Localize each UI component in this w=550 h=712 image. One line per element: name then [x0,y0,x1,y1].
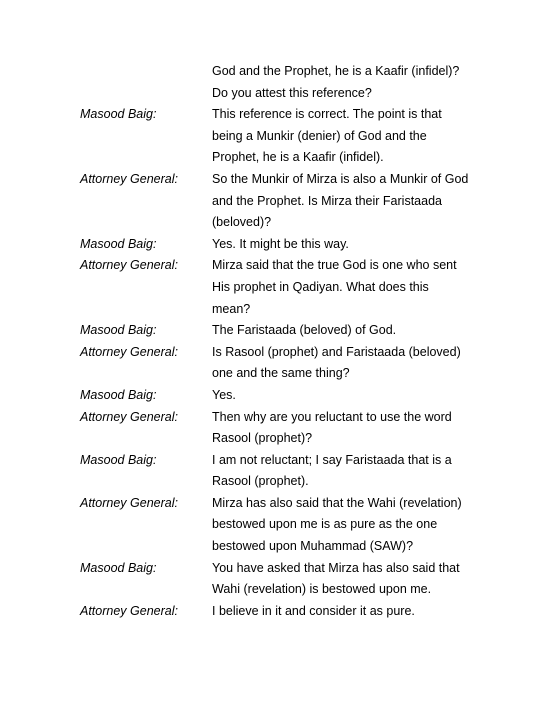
speaker-label: Masood Baig: [80,107,157,122]
utterance-line: Yes. [212,387,236,402]
utterance-line: I am not reluctant; I say Faristaada that is a [212,452,452,467]
utterance-line: and the Prophet. Is Mirza their Faristaada [212,193,442,208]
utterance-line: I believe in it and consider it as pure. [212,603,415,618]
speaker-label: Attorney General: [80,344,178,359]
transcript [80,61,480,622]
utterance [212,255,480,320]
utterance [212,342,480,385]
utterance-line: This reference is correct. The point is that [212,107,442,122]
utterance-line: Rasool (prophet). [212,474,309,489]
transcript-entry [80,169,480,234]
transcript-entry [80,342,480,385]
speaker-label: Attorney General: [80,495,178,510]
utterance-line: Mirza said that the true God is one who sent [212,258,457,273]
transcript-entry [80,104,480,169]
utterance-line: one and the same thing? [212,366,350,381]
utterance [212,601,480,623]
utterance [212,407,480,450]
utterance [212,61,480,104]
speaker-label: Attorney General: [80,409,178,424]
utterance-line: Then why are you reluctant to use the word [212,409,452,424]
transcript-entry [80,601,480,623]
utterance-line: God and the Prophet, he is a Kaafir (infidel)? [212,64,460,78]
utterance [212,493,480,558]
utterance [212,169,480,234]
utterance-line: The Faristaada (beloved) of God. [212,323,397,338]
transcript-entry [80,493,480,558]
utterance [212,558,480,601]
utterance-line: bestowed upon me is as pure as the one [212,517,438,532]
utterance-line: Is Rasool (prophet) and Faristaada (beloved) [212,344,461,359]
speaker-label: Masood Baig: [80,323,157,338]
utterance-line: Prophet, he is a Kaafir (infidel). [212,150,384,165]
utterance-line: His prophet in Qadiyan. What does this [212,279,429,294]
utterance-line: Yes. It might be this way. [212,236,349,251]
utterance [212,234,480,256]
speaker-label: Masood Baig: [80,236,157,251]
transcript-entry [80,320,480,342]
utterance-line: You have asked that Mirza has also said that [212,560,460,575]
transcript-entry [80,255,480,320]
speaker-label: Attorney General: [80,171,178,186]
utterance-line: Wahi (revelation) is bestowed upon me. [212,582,432,597]
utterance-line: Mirza has also said that the Wahi (revelation) [212,495,462,510]
utterance-line: bestowed upon Muhammad (SAW)? [212,539,414,554]
utterance [212,385,480,407]
utterance-line: being a Munkir (denier) of God and the [212,128,427,143]
utterance-line: (beloved)? [212,215,272,230]
speaker-label: Attorney General: [80,258,178,273]
transcript-entry [80,61,480,104]
utterance-line: Do you attest this reference? [212,85,372,100]
speaker-label: Masood Baig: [80,560,157,575]
utterance-line: So the Munkir of Mirza is also a Munkir of God [212,171,469,186]
speaker-label [80,61,212,104]
transcript-entry [80,407,480,450]
utterance [212,104,480,169]
utterance [212,450,480,493]
transcript-entry [80,385,480,407]
speaker-label: Attorney General: [80,603,178,618]
speaker-label: Masood Baig: [80,452,157,467]
utterance-line: mean? [212,301,251,316]
speaker-label: Masood Baig: [80,387,157,402]
utterance [212,320,480,342]
transcript-entry [80,234,480,256]
transcript-entry [80,450,480,493]
utterance-line: Rasool (prophet)? [212,431,313,446]
transcript-entry [80,558,480,601]
